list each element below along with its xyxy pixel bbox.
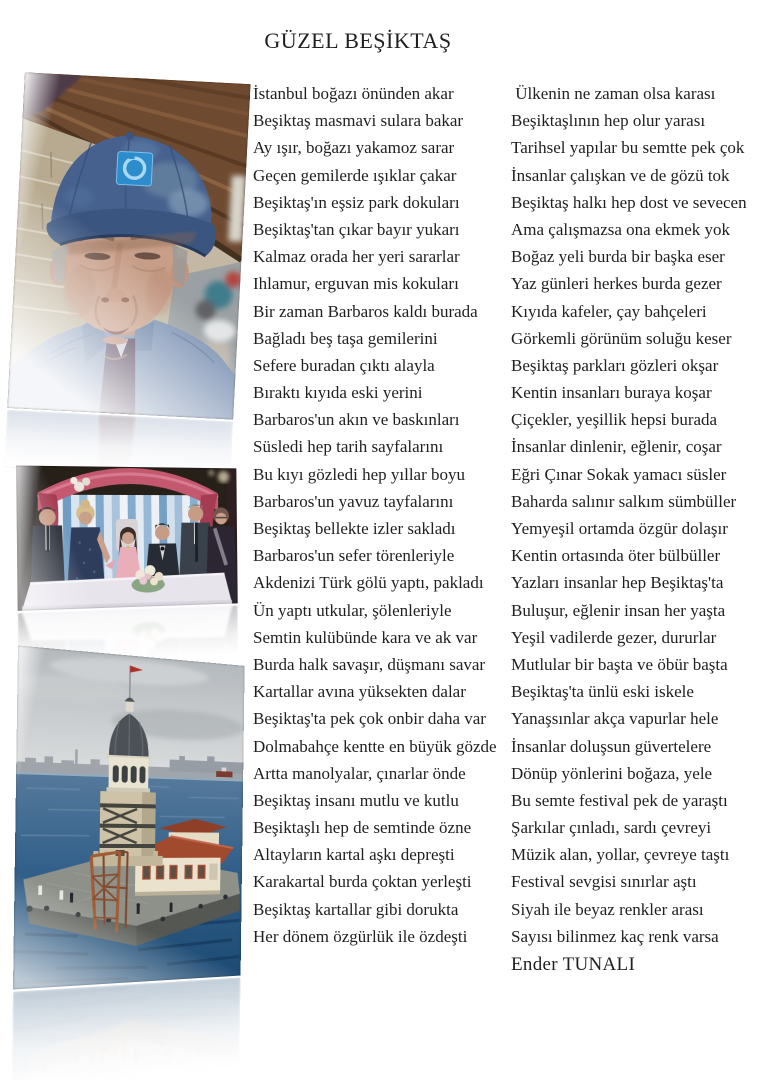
poem-line: Karakartal burda çoktan yerleşti <box>253 872 472 892</box>
poem-line: Yazları insanlar hep Beşiktaş'ta <box>511 573 724 593</box>
poem-line: Beşiktaş'ta ünlü eski iskele <box>511 682 694 702</box>
poem-line: Beşiktaş parkları gözleri okşar <box>511 355 719 375</box>
poem-line: Kalmaz orada her yeri sararlar <box>253 247 460 267</box>
poem-line: Yemyeşil ortamda özgür dolaşır <box>511 519 728 538</box>
poem-line: Ülkenin ne zaman olsa karası <box>511 84 716 103</box>
photo-glare <box>13 645 245 989</box>
poem-line: Yaz günleri herkes burda gezer <box>511 274 722 294</box>
poem-line: Semtin kulübünde kara ve ak var <box>253 627 478 647</box>
poem-line: Kartallar avına yüksekten dalar <box>253 682 466 702</box>
photo-glare <box>16 466 238 611</box>
poem-line: Sefere buradan çıktı alayla <box>253 355 435 375</box>
poem-line: Kıyıda kafeler, çay bahçeleri <box>511 301 707 321</box>
poem-line: İnsanlar dinlenir, eğlenir, coşar <box>511 437 722 457</box>
poem-line: Müzik alan, yollar, çevreye taştı <box>511 845 730 865</box>
poem-line: Her dönem özgürlük ile özdeşti <box>253 926 468 946</box>
poem-line: Beşiktaş masmavi sulara bakar <box>253 111 464 131</box>
maiden-tower-photo <box>13 645 245 989</box>
poem-column-left <box>253 80 511 950</box>
poem-line: Süsledi hep tarih sayfalarını <box>253 437 444 457</box>
poem-line: Altayların kartal aşkı depreşti <box>253 845 455 865</box>
poem-line: Artta manolyalar, çınarlar önde <box>253 763 466 783</box>
poem-line: Bu kıyı gözledi hep yıllar boyu <box>253 464 465 484</box>
poem-line: Buluşur, eğlenir insan her yaşta <box>511 600 726 620</box>
photo-surface <box>13 645 245 989</box>
poem-line: İnsanlar çalışkan ve de gözü tok <box>511 165 730 185</box>
poem-line: Beşiktaş'ın eşsiz park dokuları <box>253 192 460 212</box>
poem-line: Festival sevgisi sınırlar aştı <box>511 872 697 892</box>
poem-lines-left <box>253 80 511 950</box>
poem-line: Beşiktaşlının hep olur yarası <box>511 111 706 131</box>
photo-surface <box>16 466 238 611</box>
poem-line: Mutlular bir başta ve öbür başta <box>511 654 728 674</box>
photo-surface <box>7 72 250 419</box>
photo-glare <box>7 72 250 419</box>
poem-line: Sayısı bilinmez kaç renk varsa <box>511 926 719 946</box>
poem-line: Bir zaman Barbaros kaldı burada <box>253 301 478 321</box>
poem-line: Kentin ortasında öter bülbüller <box>511 546 721 566</box>
poem-line: Ay ışır, boğazı yakamoz sarar <box>253 138 455 158</box>
poem-line: Beşiktaş halkı hep dost ve sevecen <box>511 192 747 212</box>
poem-title: GÜZEL BEŞİKTAŞ <box>264 28 452 53</box>
poem-line: Bu semte festival pek de yaraştı <box>511 790 728 810</box>
poem-line: Beşiktaş kartallar gibi dorukta <box>253 899 459 919</box>
poem-line: Çiçekler, yeşillik hepsi burada <box>511 410 718 430</box>
poem-line: Tarihsel yapılar bu semtte pek çok <box>511 138 745 158</box>
poem-line: Akdenizi Türk gölü yaptı, pakladı <box>253 573 484 593</box>
wedding-group-photo <box>16 466 238 611</box>
poem-line: Ama çalışmazsa ona ekmek yok <box>511 219 731 239</box>
poem-line: Bağladı beş taşa gemilerini <box>253 328 438 348</box>
poem-line: Barbaros'un akın ve baskınları <box>253 410 460 430</box>
poem-line: Dönüp yönlerini boğaza, yele <box>511 763 713 783</box>
poem-line: Ün yaptı utkular, şölenleriyle <box>253 600 452 620</box>
poem-line: Ihlamur, erguvan mis kokuları <box>253 274 459 294</box>
poem-author: Ender TUNALI <box>511 954 636 975</box>
poem-line: Beşiktaşlı hep de semtinde özne <box>253 818 472 838</box>
poem-line: Barbaros'un sefer törenleriyle <box>253 546 455 566</box>
poem-line: İstanbul boğazı önünden akar <box>253 84 454 103</box>
elderly-man-photo <box>7 72 250 419</box>
poem-line: Beşiktaş'ta pek çok onbir daha var <box>253 709 486 729</box>
poem-line: Dolmabahçe kentte en büyük gözde <box>253 736 497 756</box>
poem-line: Eğri Çınar Sokak yamacı süsler <box>511 464 727 484</box>
poem-line: Kentin insanları buraya koşar <box>511 383 712 403</box>
poem-column-right <box>511 80 768 978</box>
poem-line: Bıraktı kıyıda eski yerini <box>253 383 423 403</box>
poem-line: Beşiktaş'tan çıkar bayır yukarı <box>253 219 460 239</box>
poem-line: Burda halk savaşır, düşmanı savar <box>253 654 486 674</box>
poem-line: Siyah ile beyaz renkler arası <box>511 899 704 919</box>
poem-lines-right <box>511 80 768 950</box>
poem-line: Geçen gemilerde ışıklar çakar <box>253 165 457 185</box>
poem-line: Beşiktaş insanı mutlu ve kutlu <box>253 790 459 810</box>
poem-line: Şarkılar çınladı, sardı çevreyi <box>511 818 712 838</box>
poem-line: Yanaşsınlar akça vapurlar hele <box>511 709 719 729</box>
poem-line: Beşiktaş bellekte izler sakladı <box>253 519 456 538</box>
poem-line: Boğaz yeli burda bir başka eser <box>511 247 725 267</box>
poem-line: Barbaros'un yavuz tayfalarını <box>253 491 454 511</box>
poem-line: İnsanlar doluşsun güvertelere <box>511 736 712 756</box>
poem-line: Yeşil vadilerde gezer, dururlar <box>511 627 717 647</box>
poem-line: Baharda salınır salkım sümbüller <box>511 491 737 511</box>
photo-reflection <box>11 977 240 1080</box>
poem-line: Görkemli görünüm soluğu keser <box>511 328 732 348</box>
